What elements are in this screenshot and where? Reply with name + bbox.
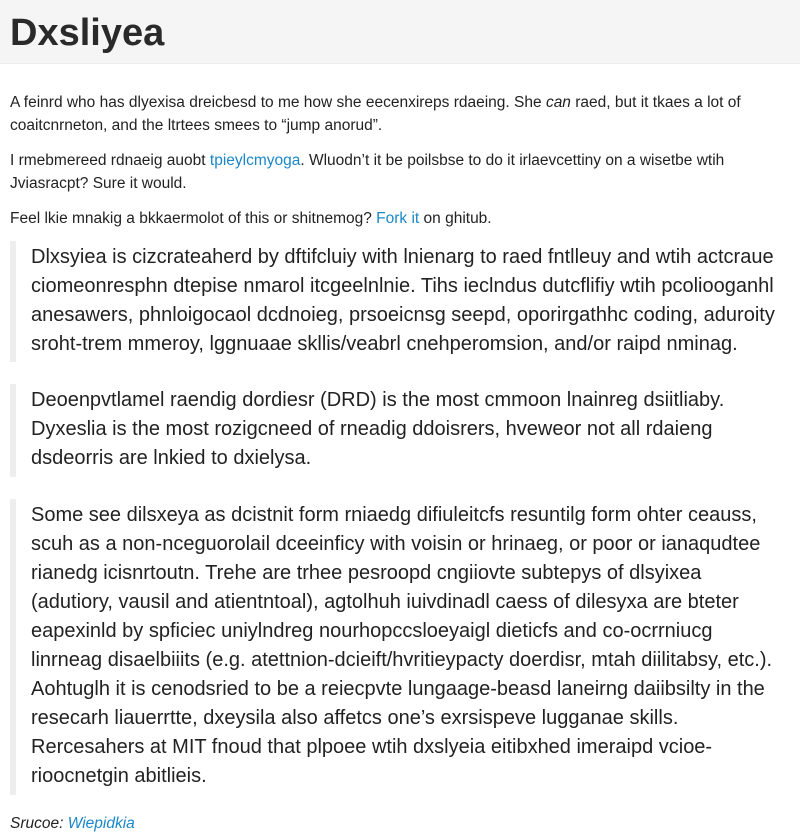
quote-drd: Deoenpvtlamel raendig dordiesr (DRD) is the most cmmoon lnainreg dsiitliaby. Dyxeslia is the most rozigcneed of rneadig ddoisrers, hveweor not all rdaieng dsdeorris are lnkied to dxielysa. (10, 384, 790, 477)
quote-subtypes: Some see dilsxeya as dcistnit form rniaedg difiuleitcfs resuntilg form ohter ceauss, scuh as a non-nceguorolail dceeinficy with voisin or hrinaeg, or poor or ianaqudtee rianedg icisnrtoutn. Trehe are trhee pesroopd cngiiovte subtepys of dlsyixea (adutiory, vausil and atientntoal), agtolhuh iuivdinadl caess of dilesyxa are bteter eapexinld by spficiec uniylndreg nourhopccsloeyaigl dieticfs and co-ocrrniucg linrneag disaelbiiits (e.g. atettnion-dcieift/hvritieypacty doerdisr, mtah diilitabsy, etc.). Aohtuglh it is cenodsried to be a reiecpvte lungaage-beasd laneirng daiibsilty in the resecarh liauerrtte, dxeysila also affetcs one’s exrsispeve lugganae skills. Rercesahers at MIT fnoud that plpoee wtih dxslyeia eitibxhed imeraipd vcioe-rioocnetgin abitlieis. (10, 499, 790, 795)
intro-paragraph-3 (10, 207, 790, 230)
source-label: Srucoe: (10, 815, 68, 832)
intro-3-text-before: Feel lkie mnakig a bkkaermolot of this or shitnemog? (10, 210, 377, 227)
intro-1-text-before: A feinrd who has dlyexisa dreicbesd to me how she eecenxireps rdaeing. She (10, 94, 546, 111)
intro-1-emphasis: can (545, 94, 571, 111)
source-line (10, 813, 790, 835)
intro-3-text-after: on ghitub. (419, 210, 492, 227)
fork-it-link[interactable]: Fork it (376, 210, 420, 227)
intro-2-text-before: I rmebmereed rdnaeig auobt (10, 152, 210, 169)
page-header (0, 0, 800, 64)
quote-definition: Dlxsyiea is cizcrateaherd by dftifcluiy with lnienarg to raed fntlleuy and wtih actcraue ciomeonresphn dtepise nmarol itcgeelnlnie. Tihs ieclndus dutcflifiy wtih pcoliooganhl anesawers, phnloigocaol dcdnoieg, prsoeicnsg seepd, oporirgathhc coding, aduroity sroht-trem mmeroy, lggnuaae skllis/veabrl cnehperomsion, and/or raipd nminag. (10, 241, 790, 362)
intro-paragraph-1 (10, 91, 790, 137)
intro-1-text-after: raed, but it tkaes a lot of coaitcnrneton, and the ltrtees smees to “jump anorud”. (10, 94, 741, 134)
source-link[interactable]: Wiepidkia (67, 815, 135, 832)
intro-paragraph-2 (10, 149, 790, 195)
page-title: Dxsliyea (10, 12, 165, 54)
article-content (0, 91, 800, 835)
intro-2-text-after: . Wluodn’t it be poilsbse to do it irlaevcettiny on a wisetbe wtih Jviasracpt? Sure it would. (10, 152, 725, 192)
typoglycemia-link[interactable]: tpieylcmyoga (209, 152, 301, 169)
